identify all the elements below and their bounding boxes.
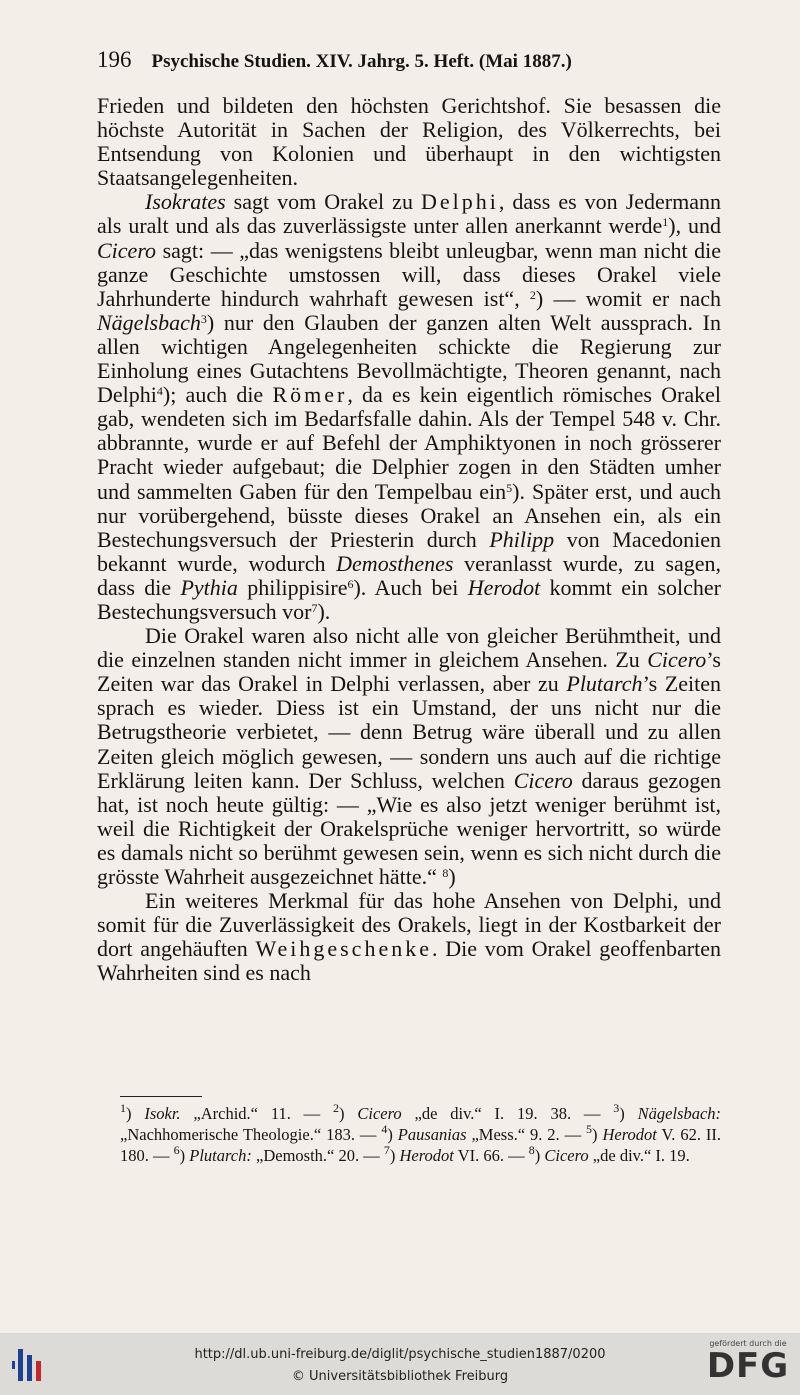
footnote-block: $^1$) Isokr. „Archid.“ 11. — $^2$) Cicero „de div.“ I. 19. 38. — $^3$) Nägelsbach: „Nachhomerische Theologie.“ 183. — $^4$) Pausanias „Mess.“ 9. 2. — $^5$) Herodot V. 62. II. 180. — $^6$) Plutarch: „Demosth.“ 20. — $^7$) Herodot VI. 66. — $^8$) Cicero „de div.“ I. 19. bbox=[120, 1101, 722, 1165]
footnotes bbox=[120, 1103, 721, 1166]
body-text bbox=[97, 94, 721, 985]
dfg-funding-note: gefördert durch die bbox=[709, 1339, 787, 1348]
viewer-footer bbox=[0, 1333, 800, 1395]
footnote-divider bbox=[120, 1096, 202, 1097]
footnote-ref-1: 1 bbox=[662, 215, 669, 230]
name-demosthenes: Demosthenes bbox=[336, 550, 454, 576]
name-cicero: Cicero bbox=[97, 237, 157, 263]
name-herodot: Herodot bbox=[467, 574, 541, 600]
spaced-delphi: Delphi bbox=[420, 189, 499, 215]
paragraph-3: Die Orakel waren also nicht alle von gleicher Berühmtheit, und die einzelnen standen nicht immer in gleichem Ansehen. Zu Cicero’s Zeiten war das Orakel in Delphi verlassen, aber zu Plutarch’s Zeiten sprach es wieder. Diess ist ein Umstand, der uns nicht nur die Betrugstheorie verbietet, — denn Betrug wäre überall und zu allen Zeiten gleich möglich gewesen, — sondern uns auch auf die richtige Erklärung leiten kann. Der Schluss, welchen Cicero daraus gezogen hat, ist noch heute gültig: — „Wie es also jetzt weniger berühmt ist, weil die Richtigkeit der Orakelsprüche weniger hervortritt, so würde es damals nicht so berühmt gewesen sein, wenn es sich nicht durch die grösste Wahrheit ausgezeichnet hätte.“ $^8$) bbox=[97, 623, 722, 889]
paragraph-2: Isokrates sagt vom Orakel zu Delphi, dass es von Jedermann als uralt und als das zuverlässigste unter allen anerkannt werde$^1$), und Cicero sagt: — „das wenigstens bleibt unleugbar, wenn man nicht die ganze Geschichte umstossen will, dass dieses Orakel viele Jahrhunderte hindurch wahrhaft gewesen ist“, $^2$) — womit er nach Nägelsbach$^3$) nur den Glauben der ganzen alten Welt aussprach. In allen wichtigen Angelegenheiten schickte die Regierung zur Einholung eines Gutachtens Bevollmächtigte, Theoren genannt, nach Delphi$^4$); auch die Römer, da es kein eigentlich römisches Orakel gab, wendeten sich im Bedarfsfalle dahin. Als der Tempel 548 v. Chr. abbrannte, wurde er auf Befehl der Amphiktyonen in noch grösserer Pracht wieder aufgebaut; die Delphier zogen in den Städten umher und sammelten Gaben für den Tempelbau ein$^5$). Später erst, und auch nur vorübergehend, büsste dieses Orakel an Ansehen ein, als ein Bestechungsversuch der Priesterin durch Philipp von Macedonien bekannt wurde, wodurch Demosthenes veranlasst wurde, zu sagen, dass die Pythia philippisire$^6$). Auch bei Herodot kommt ein solcher Bestechungsversuch vor$^7$). bbox=[97, 189, 722, 624]
running-title: Psychische Studien. XIV. Jahrg. 5. Heft. (Mai 1887.) bbox=[151, 51, 572, 72]
paragraph-1: Frieden und bildeten den höchsten Gerichtshof. Sie besassen die höchste Autorität in Sachen der Religion, des Völkerrechts, bei Entsendung von Kolonien und überhaupt in den wichtigsten Staatsangelegenheiten. bbox=[97, 93, 721, 191]
spaced-roemer: Römer bbox=[272, 382, 348, 408]
footnote-ref-7: 7 bbox=[311, 600, 318, 615]
running-header bbox=[97, 47, 722, 73]
footnote-ref-3: 3 bbox=[200, 311, 207, 326]
name-naegelsbach: Nägelsbach bbox=[97, 309, 201, 335]
footnote-ref-8: 8 bbox=[442, 866, 449, 880]
name-pythia: Pythia bbox=[180, 574, 238, 600]
footnote-ref-2: 2 bbox=[529, 287, 536, 302]
dfg-logo bbox=[705, 1339, 791, 1391]
footnote-ref-5: 5 bbox=[506, 480, 513, 495]
name-cicero: Cicero bbox=[647, 647, 707, 673]
name-isokrates: Isokrates bbox=[145, 189, 226, 215]
copyright-notice: © Universitätsbibliothek Freiburg bbox=[291, 1369, 509, 1384]
name-plutarch: Plutarch bbox=[566, 671, 643, 697]
spaced-weihgeschenke: Weihgeschenke bbox=[255, 936, 432, 962]
footnote-ref-4: 4 bbox=[156, 384, 163, 399]
permalink-url[interactable]: http://dl.ub.uni-freiburg.de/diglit/psychische_studien1887/0200 bbox=[194, 1347, 606, 1362]
page-number: 196 bbox=[97, 47, 132, 72]
name-philipp: Philipp bbox=[489, 526, 555, 552]
name-cicero: Cicero bbox=[513, 767, 573, 793]
dfg-wordmark: DFG bbox=[706, 1346, 790, 1386]
paragraph-4: Ein weiteres Merkmal für das hohe Ansehen von Delphi, und somit für die Zuverlässigkeit des Orakels, liegt in der Kostbarkeit der dort angehäuften Weihgeschenke. Die vom Orakel geoffenbarten Wahrheiten sind es nach bbox=[97, 888, 722, 986]
footnote-ref-6: 6 bbox=[347, 576, 354, 591]
